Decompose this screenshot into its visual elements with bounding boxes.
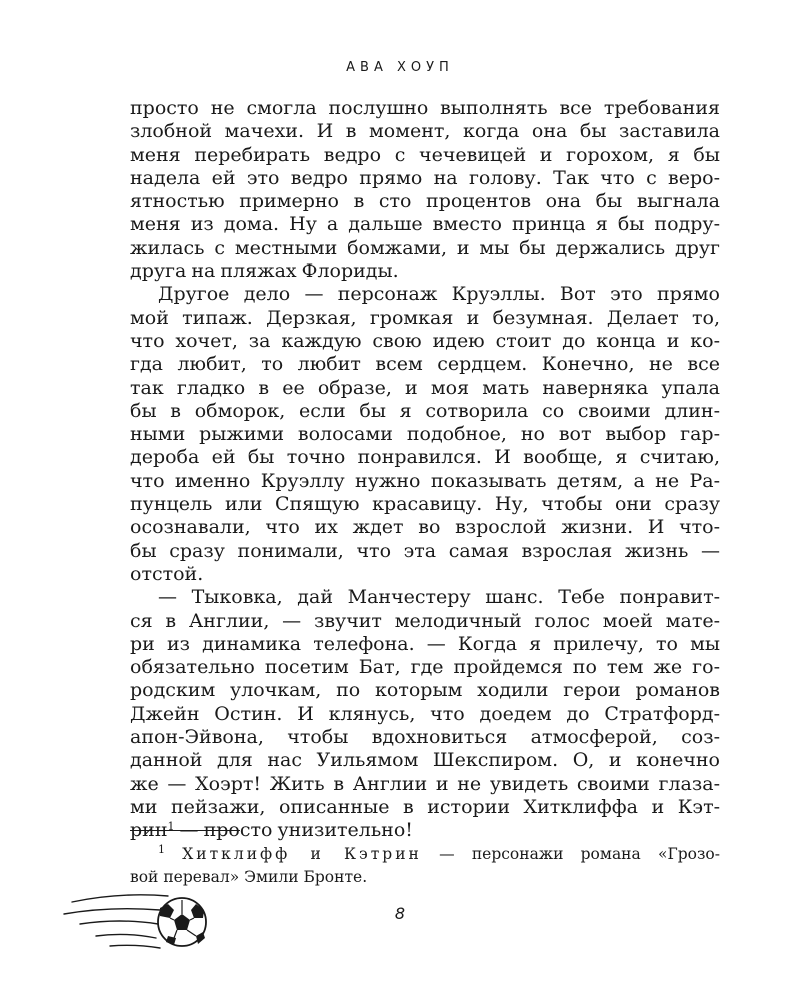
text-line: Джейн Остин. И клянусь, что доедем до Стратфорд- xyxy=(130,702,720,725)
text-line: бы в обморок, если бы я сотворила со своими длин- xyxy=(130,399,720,422)
running-head: АВА ХОУП xyxy=(346,60,454,75)
text-line: ся в Англии, — звучит мелодичный голос моей мате- xyxy=(130,609,720,632)
footnote-line: вой перевал» Эмили Бронте. xyxy=(130,868,368,886)
footnote-reference: 1 xyxy=(167,820,175,834)
footnote-marker: 1 xyxy=(158,843,165,856)
text-line: — Тыковка, дай Манчестеру шанс. Тебе понравит- xyxy=(158,586,720,609)
text-line: злобной мачехи. И в момент, когда она бы заставила xyxy=(130,120,720,143)
text-line: гда любит, то любит всем сердцем. Конечно, не все xyxy=(130,353,720,376)
text-line: просто не смогла послушно выполнять все требования xyxy=(130,97,720,119)
soccer-ball-icon xyxy=(60,880,220,960)
text-fragment: рин xyxy=(130,819,168,842)
text-line: данной для нас Уильямом Шекспиром. О, и конечно xyxy=(130,749,720,772)
text-line: ми пейзажи, описанные в истории Хитклиффа и Кэт- xyxy=(130,795,720,818)
text-line: надела ей это ведро прямо на голову. Так что с веро- xyxy=(130,166,720,189)
page-number: 8 xyxy=(394,904,406,923)
text-line: Другое дело — персонаж Круэллы. Вот это прямо xyxy=(158,283,720,306)
text-line: так гладко в ее образе, и моя мать наверняка упала xyxy=(130,376,720,399)
text-line: ятностью примерно в сто процентов она бы выгнала xyxy=(130,190,720,213)
text-line: осознавали, что их ждет во взрослой жизни. И что- xyxy=(130,516,720,539)
text-line: меня из дома. Ну а дальше вместо принца я бы подру- xyxy=(130,213,720,236)
text-line: родским улочкам, по которым ходили герои романов xyxy=(130,679,720,702)
text-line: апон-Эйвона, чтобы вдохновиться атмосферой, соз- xyxy=(130,726,720,749)
text-line: что именно Круэллу нужно показывать детям, а не Ра- xyxy=(130,469,720,492)
body-text xyxy=(130,97,720,843)
text-fragment: — просто унизительно! xyxy=(174,819,413,842)
text-line: жилась с местными бомжами, и мы бы держались друг xyxy=(130,236,720,259)
text-line: друга на пляжах Флориды. xyxy=(130,260,399,283)
text-line: меня перебирать ведро с чечевицей и горохом, я бы xyxy=(130,143,720,166)
text-line: пунцель или Спящую красавицу. Ну, чтобы они сразу xyxy=(130,493,720,516)
text-line: отстой. xyxy=(130,562,204,585)
text-line: дероба ей бы точно понравился. И вообще, я считаю, xyxy=(130,446,720,469)
text-line: же — Хоэрт! Жить в Англии и не увидеть своими глаза- xyxy=(130,772,720,795)
text-line: мой типаж. Дерзкая, громкая и безумная. Делает то, xyxy=(130,306,720,329)
text-line: ри из динамика телефона. — Когда я прилечу, то мы xyxy=(130,632,720,655)
text-line: что хочет, за каждую свою идею стоит до конца и ко- xyxy=(130,329,720,352)
text-line: обязательно посетим Бат, где пройдемся по тем же го- xyxy=(130,656,720,679)
text-line: бы сразу понимали, что эта самая взрослая жизнь — xyxy=(130,539,720,562)
footnote-line xyxy=(130,843,720,866)
text-line: ными рыжими волосами подобное, но вот выбор гар- xyxy=(130,423,720,446)
footnote-names: Хитклифф и Кэтрин xyxy=(182,845,422,863)
footnote-divider xyxy=(130,830,240,831)
footnote-text: — персонажи романа «Грозо- xyxy=(421,845,720,863)
